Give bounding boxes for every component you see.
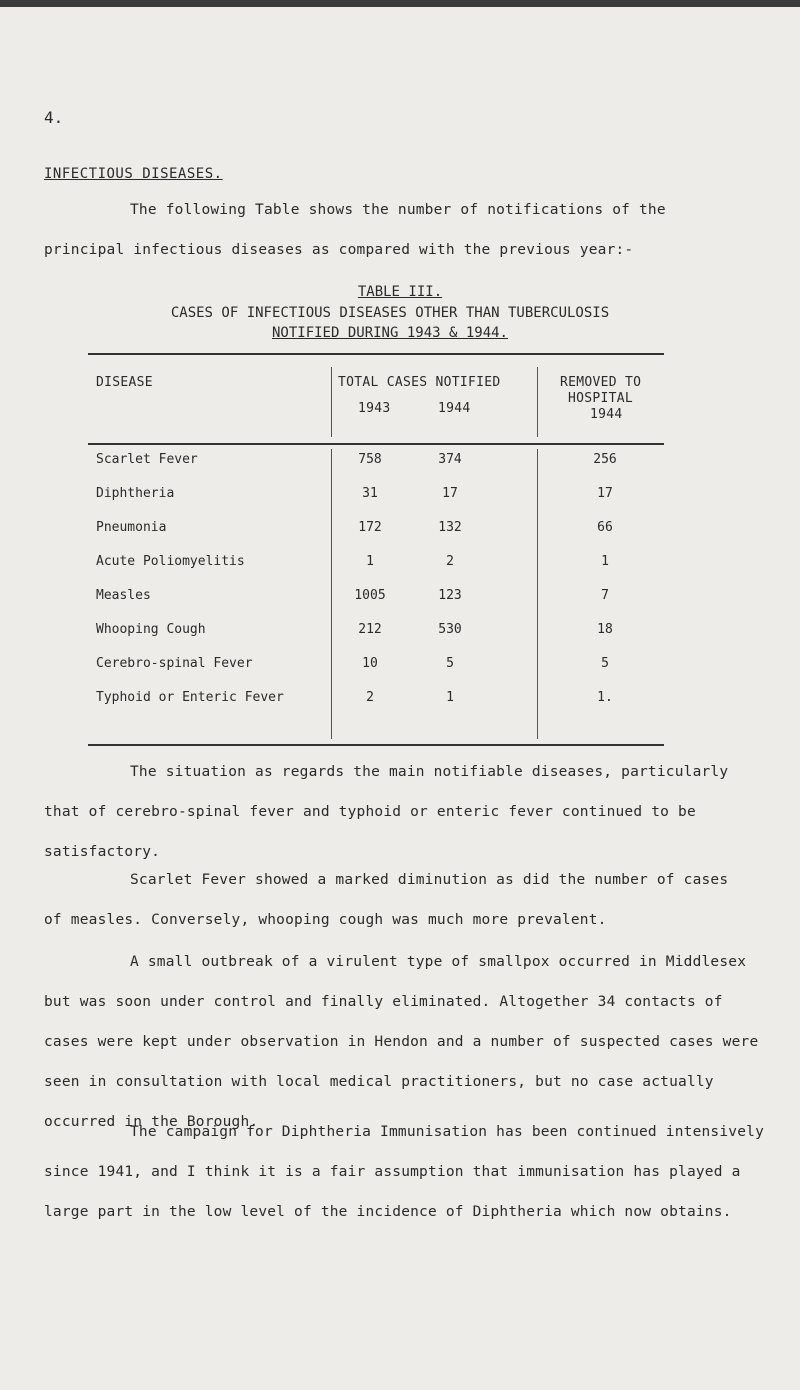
cases-1944: 1 (446, 690, 454, 705)
cases-1944: 17 (442, 486, 458, 501)
cases-1943: 212 (358, 622, 382, 637)
header-total-cases: TOTAL CASES NOTIFIED (338, 375, 501, 390)
disease-name: Cerebro-spinal Fever (96, 656, 253, 671)
cases-1944: 132 (438, 520, 462, 535)
removed-to-hospital: 66 (597, 520, 613, 535)
infectious-disease-table (88, 353, 664, 746)
removed-to-hospital: 1 (601, 554, 609, 569)
cases-1943: 1005 (354, 588, 386, 603)
table-label: TABLE III. (357, 284, 443, 300)
page-number: 4. (44, 108, 64, 127)
removed-to-hospital: 1. (597, 690, 613, 705)
header-year-1944: 1944 (438, 401, 471, 416)
disease-name: Pneumonia (96, 520, 167, 535)
cases-1943: 10 (362, 656, 378, 671)
removed-to-hospital: 7 (601, 588, 609, 603)
disease-name: Acute Poliomyelitis (96, 554, 245, 569)
text-line: occurred in the Borough. (44, 1114, 259, 1130)
disease-name: Whooping Cough (96, 622, 206, 637)
cases-1943: 1 (366, 554, 374, 569)
column-divider (331, 449, 332, 739)
header-disease: DISEASE (96, 375, 153, 390)
removed-to-hospital: 18 (597, 622, 613, 637)
removed-to-hospital: 17 (597, 486, 613, 501)
text-line: of measles. Conversely, whooping cough was much more prevalent. (44, 912, 607, 928)
table-caption-line-1: CASES OF INFECTIOUS DISEASES OTHER THAN TUBERCULOSIS (170, 305, 610, 321)
removed-to-hospital: 256 (593, 452, 617, 467)
cases-1944: 5 (446, 656, 454, 671)
cases-1944: 123 (438, 588, 462, 603)
disease-name: Measles (96, 588, 151, 603)
cases-1943: 172 (358, 520, 382, 535)
cases-1943: 2 (366, 690, 374, 705)
text-line: The campaign for Diphtheria Immunisation has been continued intensively (130, 1124, 765, 1140)
table-bottom-rule (88, 744, 664, 746)
table-top-rule (88, 353, 664, 355)
text-line: satisfactory. (44, 844, 161, 860)
text-line: since 1941, and I think it is a fair assumption that immunisation has played a (44, 1164, 741, 1180)
disease-name: Scarlet Fever (96, 452, 198, 467)
intro-line: principal infectious diseases as compared with the previous year:- (44, 242, 634, 258)
text-line: seen in consultation with local medical practitioners, but no case actually (44, 1074, 714, 1090)
column-divider (537, 449, 538, 739)
table-header-rule (88, 443, 664, 445)
text-line: but was soon under control and finally eliminated. Altogether 34 contacts of (44, 994, 723, 1010)
header-removed-line-2: HOSPITAL (568, 391, 634, 406)
paragraph-scarlet-fever (44, 860, 774, 940)
text-line: that of cerebro-spinal fever and typhoid or enteric fever continued to be (44, 804, 696, 820)
removed-to-hospital: 5 (601, 656, 609, 671)
table-caption-line-2: NOTIFIED DURING 1943 & 1944. (271, 325, 508, 341)
cases-1943: 758 (358, 452, 382, 467)
disease-name: Typhoid or Enteric Fever (96, 690, 284, 705)
cases-1943: 31 (362, 486, 378, 501)
paragraph-situation (44, 752, 774, 872)
header-removed-line-1: REMOVED TO (560, 375, 642, 390)
disease-name: Diphtheria (96, 486, 175, 501)
text-line: Scarlet Fever showed a marked diminution as did the number of cases (130, 872, 729, 888)
header-year-1943: 1943 (358, 401, 391, 416)
intro-paragraph (44, 190, 774, 270)
text-line: The situation as regards the main notifiable diseases, particularly (130, 764, 729, 780)
header-removed-year: 1944 (590, 407, 623, 422)
intro-line: The following Table shows the number of notifications of the (130, 202, 666, 218)
section-title: INFECTIOUS DISEASES. (44, 166, 223, 182)
cases-1944: 374 (438, 452, 462, 467)
column-divider (537, 367, 538, 437)
text-line: large part in the low level of the incidence of Diphtheria which now obtains. (44, 1204, 732, 1220)
cases-1944: 2 (446, 554, 454, 569)
scan-top-edge (0, 0, 800, 7)
text-line: A small outbreak of a virulent type of smallpox occurred in Middlesex (130, 954, 747, 970)
cases-1944: 530 (438, 622, 462, 637)
column-divider (331, 367, 332, 437)
paragraph-diphtheria-immunisation (44, 1112, 774, 1232)
text-line: cases were kept under observation in Hendon and a number of suspected cases were (44, 1034, 759, 1050)
